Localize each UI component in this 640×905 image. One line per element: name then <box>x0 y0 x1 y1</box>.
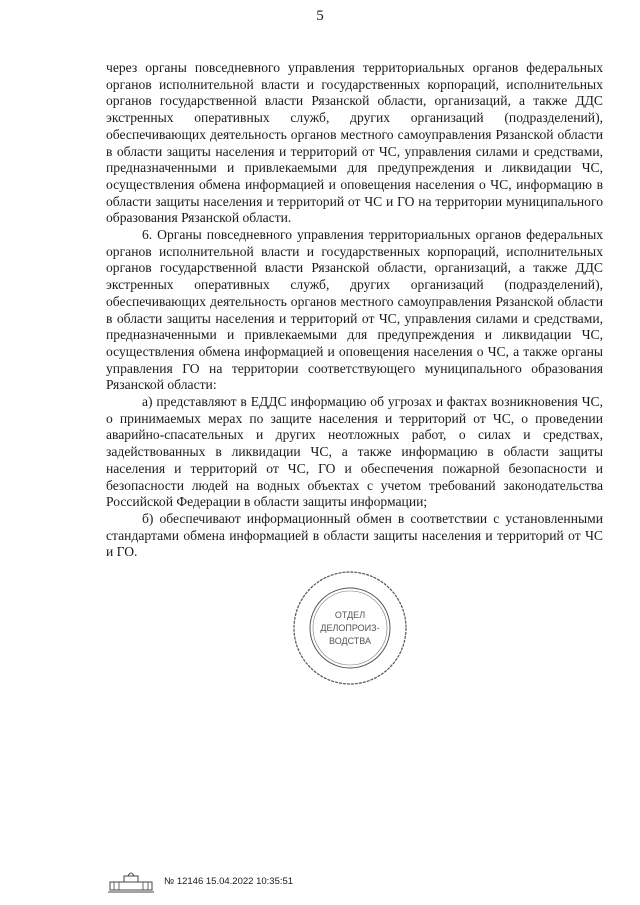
building-logo-icon <box>108 868 154 894</box>
paragraph-1: через органы повседневного управления территориальных органов федеральных органов исполнительной власти и государственных корпораций, исполнительных органов государственной власти Рязанской области, организаций, а также ДДС экстренных оперативных служб, других организаций (подразделений), обеспечивающих деятельность органов местного самоуправления Рязанской области в области защиты населения и территорий от ЧС, управления силами и средствами, предназначенными и привлекаемыми для предупреждения и ликвидации ЧС, осуществления обмена информацией и оповещения населения о ЧС, информацию в области защиты населения и территорий от ЧС и ГО на территории муниципального образования Рязанской области. <box>106 60 603 226</box>
paragraph-6b: б) обеспечивают информационный обмен в соответствии с установленными стандартами обмена информацией в области защиты населения и территорий от ЧС и ГО. <box>106 510 603 560</box>
footer <box>108 868 293 894</box>
paragraph-6: 6. Органы повседневного управления территориальных органов федеральных органов исполнительной власти и государственных корпораций, исполнительных органов государственной власти Рязанской области, организаций, а также ДДС экстренных оперативных служб, других организаций (подразделений), обеспечивающих деятельность органов местного самоуправления Рязанской области в области защиты населения и территорий от ЧС, управления силами и средствами, предназначенными и привлекаемыми для предупреждения и ликвидации ЧС, осуществления обмена информацией и оповещения населения о ЧС, а также органы управления ГО на территории соответствующего муниципального образования Рязанской области: <box>106 227 603 393</box>
round-stamp-icon <box>290 568 410 688</box>
stamp-line-2: ДЕЛОПРОИЗ- <box>320 623 380 633</box>
document-body <box>106 60 603 561</box>
stamp-line-1: ОТДЕЛ <box>334 610 366 620</box>
registration-number: № 12146 15.04.2022 10:35:51 <box>164 875 294 887</box>
stamp-line-3: ВОДСТВА <box>328 636 372 646</box>
page-number: 5 <box>316 8 324 24</box>
paragraph-6a: а) представляют в ЕДДС информацию об угрозах и фактах возникновения ЧС, о принимаемых мерах по защите населения и территорий от ЧС, о проведении аварийно-спасательных и других неотложных работ, о силах и средствах, задействованных в ликвидации ЧС, а также информацию в области защиты населения и территорий от ЧС, ГО и обеспечения пожарной безопасности и безопасности людей на водных объектах с учетом требований законодательства Российской Федерации в области защиты информации; <box>106 394 603 510</box>
